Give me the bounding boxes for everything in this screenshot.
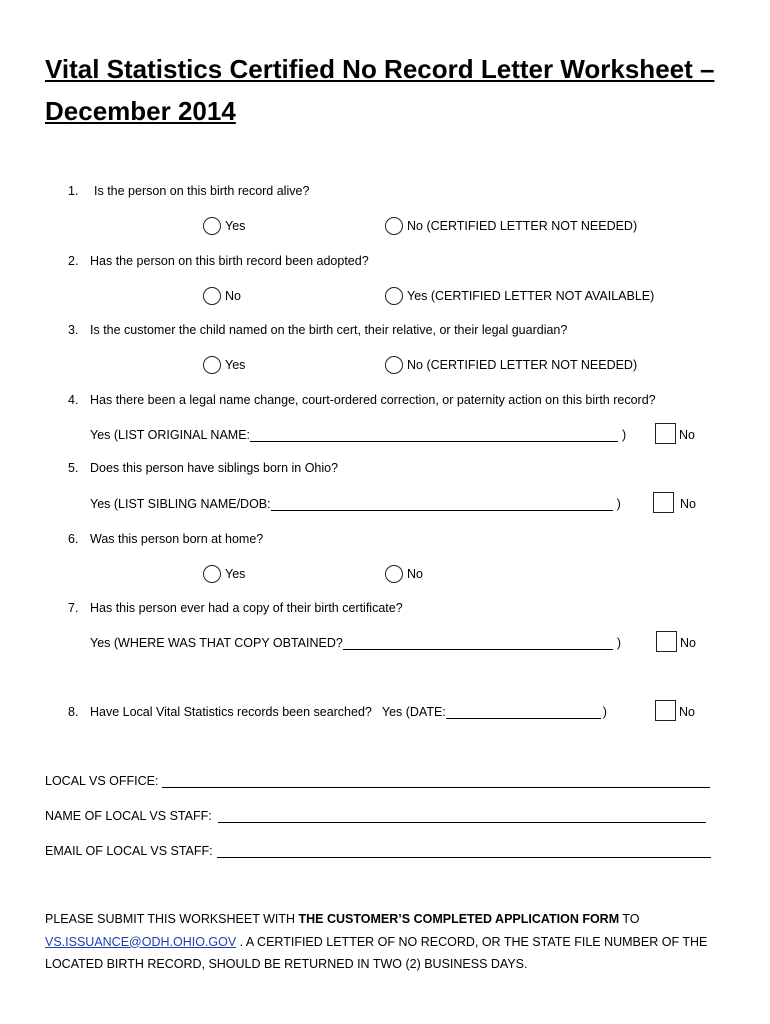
- q5-no-checkbox[interactable]: [653, 492, 674, 513]
- footer-text-3: . A CERTIFIED LETTER OF NO RECORD, OR THE STATE FILE NUMBER OF THE LOCATED BIRTH RECORD, SHOULD BE RETURNED IN TWO (2) BUSINESS DAYS.: [45, 934, 708, 971]
- submission-email-link[interactable]: VS.ISSUANCE@ODH.OHIO.GOV: [45, 934, 237, 949]
- q1-no-radio[interactable]: [385, 217, 403, 235]
- q4-fill-close: ): [622, 428, 627, 442]
- q1-yes-label: Yes: [225, 219, 246, 233]
- page-title: [45, 48, 745, 132]
- question-4: [68, 392, 656, 408]
- q6-yes-label: Yes: [225, 567, 246, 581]
- local-vs-email-input[interactable]: [217, 845, 711, 858]
- q2-yes-radio[interactable]: [385, 287, 403, 305]
- q5-fill-row: [90, 496, 621, 512]
- question-5-text: Does this person have siblings born in Ohio?: [90, 461, 339, 475]
- q7-fill-label: Yes (WHERE WAS THAT COPY OBTAINED?: [90, 636, 343, 650]
- footer-text-2: TO: [619, 912, 640, 926]
- q7-no-checkbox[interactable]: [656, 631, 677, 652]
- q8-fill-close: ): [602, 705, 607, 719]
- q5-fill-label: Yes (LIST SIBLING NAME/DOB:: [90, 497, 271, 511]
- local-vs-staff-row: [45, 808, 706, 824]
- q6-yes-radio[interactable]: [203, 565, 221, 583]
- q5-no-label: No: [680, 497, 696, 511]
- q1-yes-radio[interactable]: [203, 217, 221, 235]
- q7-fill-row: [90, 635, 621, 651]
- q2-no-label: No: [225, 289, 241, 303]
- question-2-text: Has the person on this birth record been adopted?: [90, 254, 369, 268]
- q4-no-label: No: [679, 428, 695, 442]
- q1-no-label: No (CERTIFIED LETTER NOT NEEDED): [407, 219, 638, 233]
- local-vs-office-input[interactable]: [162, 775, 710, 788]
- question-5: [68, 460, 338, 476]
- question-3: [68, 322, 567, 338]
- q7-copy-obtained-input[interactable]: [343, 637, 613, 650]
- q4-original-name-input[interactable]: [250, 429, 618, 442]
- title-line-1: Vital Statistics Certified No Record Letter Worksheet –: [45, 54, 715, 84]
- question-8: [68, 704, 607, 720]
- question-4-text: Has there been a legal name change, court-ordered correction, or paternity action on this birth record?: [90, 393, 656, 407]
- title-line-2: December 2014: [45, 96, 236, 126]
- q7-no-label: No: [680, 636, 696, 650]
- q4-no-checkbox[interactable]: [655, 423, 676, 444]
- question-7-text: Has this person ever had a copy of their birth certificate?: [90, 601, 403, 615]
- q3-no-radio[interactable]: [385, 356, 403, 374]
- question-6-number: 6.: [68, 532, 79, 546]
- q3-yes-radio[interactable]: [203, 356, 221, 374]
- local-vs-office-label: LOCAL VS OFFICE:: [45, 774, 159, 788]
- footer-bold-text: THE CUSTOMER’S COMPLETED APPLICATION FORM: [298, 912, 620, 926]
- question-7-number: 7.: [68, 601, 79, 615]
- submission-instructions: [45, 908, 725, 976]
- footer-text-1: PLEASE SUBMIT THIS WORKSHEET WITH: [45, 912, 299, 926]
- q3-no-label: No (CERTIFIED LETTER NOT NEEDED): [407, 358, 638, 372]
- q8-no-label: No: [679, 705, 695, 719]
- local-vs-staff-input[interactable]: [218, 810, 706, 823]
- q4-fill-row: [90, 427, 626, 443]
- local-vs-staff-label: NAME OF LOCAL VS STAFF:: [45, 809, 212, 823]
- q3-yes-label: Yes: [225, 358, 246, 372]
- local-vs-email-label: EMAIL OF LOCAL VS STAFF:: [45, 844, 213, 858]
- question-5-number: 5.: [68, 461, 79, 475]
- q8-no-checkbox[interactable]: [655, 700, 676, 721]
- question-8-number: 8.: [68, 705, 79, 719]
- q4-fill-label: Yes (LIST ORIGINAL NAME:: [90, 428, 251, 442]
- q2-no-radio[interactable]: [203, 287, 221, 305]
- local-vs-email-row: [45, 843, 711, 859]
- q2-yes-label: Yes (CERTIFIED LETTER NOT AVAILABLE): [407, 289, 655, 303]
- q6-no-label: No: [407, 567, 423, 581]
- question-7: [68, 600, 403, 616]
- question-1-number: 1.: [68, 184, 79, 198]
- question-3-number: 3.: [68, 323, 79, 337]
- q8-date-input[interactable]: [446, 706, 601, 719]
- q5-fill-close: ): [616, 497, 621, 511]
- question-6-text: Was this person born at home?: [90, 532, 264, 546]
- q8-fill-label: Yes (DATE:: [381, 705, 446, 719]
- question-3-text: Is the customer the child named on the birth cert, their relative, or their legal guardian?: [90, 323, 568, 337]
- q6-no-radio[interactable]: [385, 565, 403, 583]
- question-6: [68, 531, 263, 547]
- local-vs-office-row: [45, 773, 710, 789]
- question-1: [68, 183, 309, 199]
- question-2-number: 2.: [68, 254, 79, 268]
- question-4-number: 4.: [68, 393, 79, 407]
- question-2: [68, 253, 369, 269]
- question-1-text: Is the person on this birth record alive?: [94, 184, 310, 198]
- q7-fill-close: ): [616, 636, 622, 650]
- question-8-text: Have Local Vital Statistics records been searched?: [90, 705, 372, 719]
- q5-sibling-input[interactable]: [271, 498, 613, 511]
